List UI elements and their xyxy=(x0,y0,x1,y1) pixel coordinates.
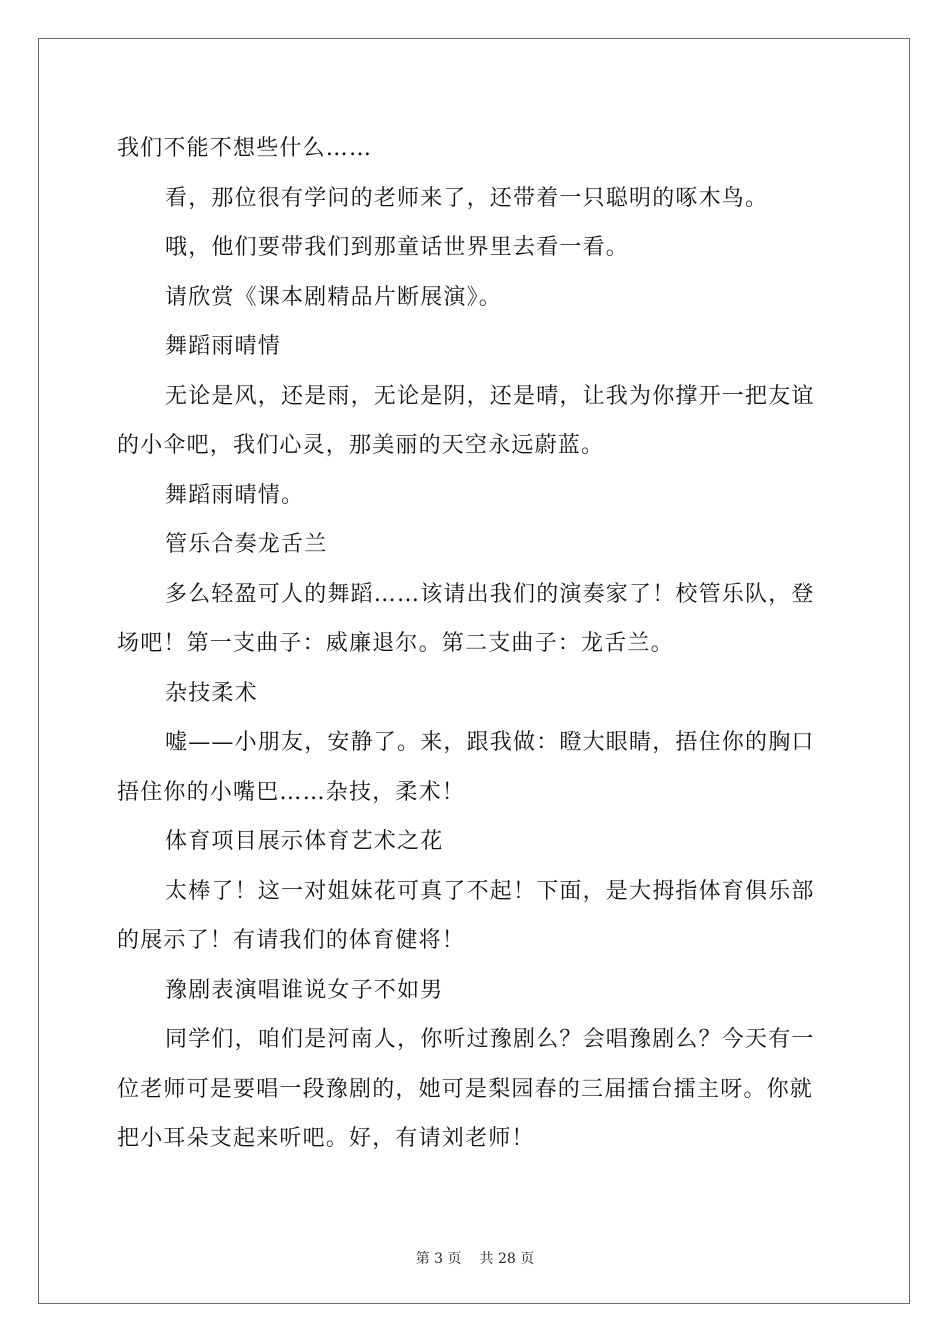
paragraph: 看，那位很有学问的老师来了，还带着一只聪明的啄木鸟。 xyxy=(165,185,769,211)
page-number: 第 3 页 xyxy=(415,1251,462,1267)
paragraph: 多么轻盈可人的舞蹈……该请出我们的演奏家了！校管乐队，登场吧！第一支曲子：威廉退尔。第二支曲子：龙舌兰。 xyxy=(117,581,815,656)
paragraph: 嘘——小朋友，安静了。来，跟我做：瞪大眼睛，捂住你的胸口捂住你的小嘴巴……杂技，柔术！ xyxy=(117,730,815,805)
section-heading: 豫剧表演唱谁说女子不如男 xyxy=(165,977,444,1003)
paragraph: 无论是风，还是雨，无论是阴，还是晴，让我为你撑开一把友谊的小伞吧，我们心灵，那美丽的天空永远蔚蓝。 xyxy=(117,383,815,458)
page-total: 共 28 页 xyxy=(479,1251,535,1267)
paragraph: 舞蹈雨晴情。 xyxy=(165,482,305,508)
section-heading: 杂技柔术 xyxy=(165,680,258,706)
document-body xyxy=(117,124,835,1164)
paragraph: 我们不能不想些什么…… xyxy=(117,136,373,161)
paragraph: 同学们，咱们是河南人，你听过豫剧么？会唱豫剧么？今天有一位老师可是要唱一段豫剧的，她可是梨园春的三届擂台擂主呀。你就把小耳朵支起来听吧。好，有请刘老师！ xyxy=(117,1027,815,1151)
page-footer xyxy=(0,1248,950,1268)
paragraph: 太棒了！这一对姐妹花可真了不起！下面，是大拇指体育俱乐部的展示了！有请我们的体育健将！ xyxy=(117,878,815,953)
section-heading: 体育项目展示体育艺术之花 xyxy=(165,829,444,854)
paragraph: 哦，他们要带我们到那童话世界里去看一看。 xyxy=(165,235,630,260)
paragraph: 请欣赏《课本剧精品片断展演》。 xyxy=(165,284,503,310)
section-heading: 舞蹈雨晴情 xyxy=(165,334,282,359)
section-heading: 管乐合奏龙舌兰 xyxy=(165,532,328,557)
